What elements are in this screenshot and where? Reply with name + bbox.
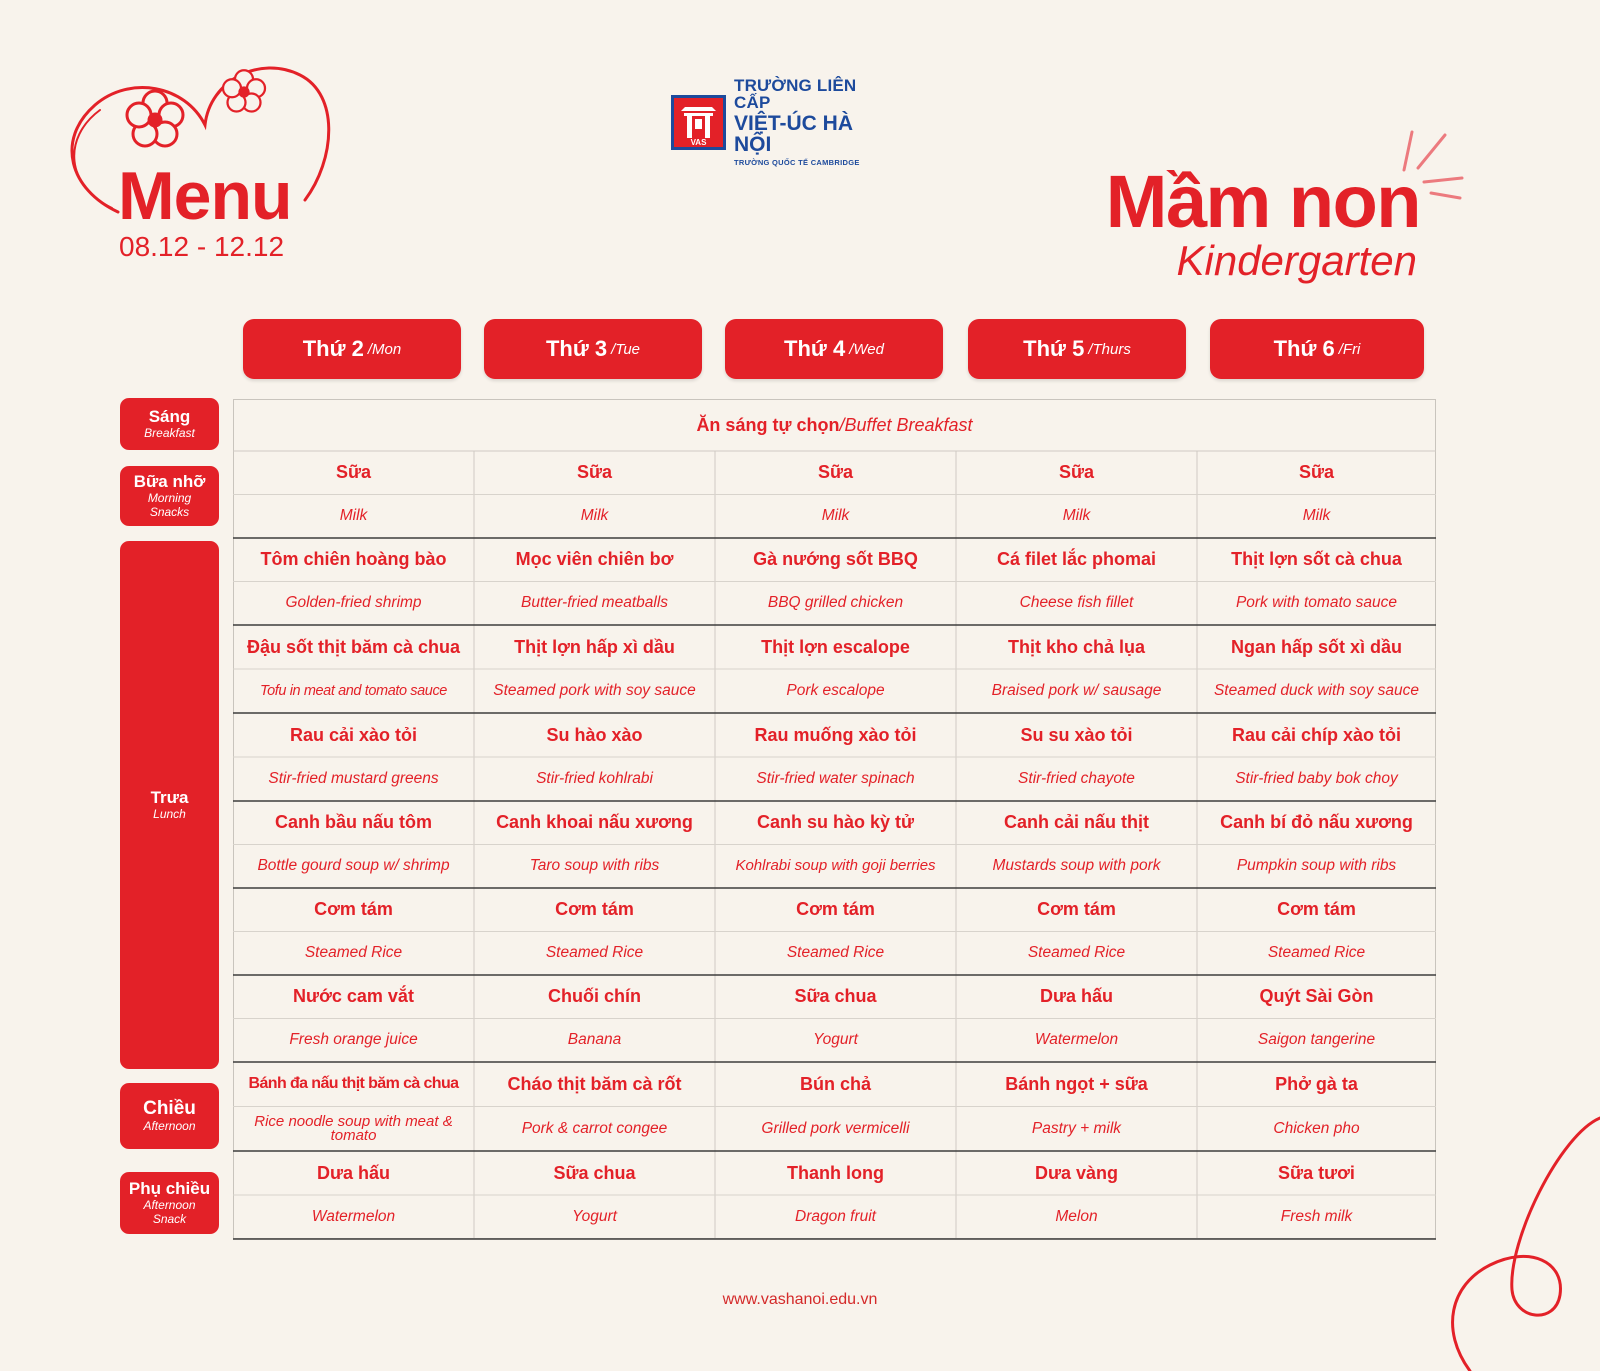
dish-translation-tue: Steamed Rice bbox=[545, 944, 644, 962]
dish-name-thu: Canh cải nấu thịt bbox=[1003, 812, 1149, 833]
day-header-fri: Thứ 6 /Fri bbox=[1210, 319, 1424, 379]
dish-name-wed: Canh su hào kỳ tử bbox=[756, 812, 915, 833]
flower-icon bbox=[223, 70, 265, 111]
dish-translation-mon: Milk bbox=[339, 507, 368, 525]
school-name-line2: VIỆT-ÚC HÀ NỘI bbox=[734, 112, 854, 157]
dish-translation-fri: Fresh milk bbox=[1280, 1208, 1353, 1225]
dish-name-mon: Nước cam vắt bbox=[293, 986, 414, 1007]
dish-name-thu: Dưa hấu bbox=[1039, 986, 1114, 1007]
dish-name-tue: Canh khoai nấu xương bbox=[496, 812, 693, 833]
dish-name-wed: Thịt lợn escalope bbox=[761, 636, 910, 657]
dish-translation-wed: Milk bbox=[821, 507, 850, 525]
dish-translation-fri: Pork with tomato sauce bbox=[1235, 594, 1398, 612]
dish-translation-fri: Pumpkin soup with ribs bbox=[1236, 857, 1397, 875]
dish-name-wed: Cơm tám bbox=[796, 899, 875, 920]
day-header-thu: Thứ 5 /Thurs bbox=[968, 319, 1186, 379]
dish-translation-mon: Watermelon bbox=[311, 1208, 396, 1225]
school-logo bbox=[671, 76, 881, 168]
level-subtitle: Kindergarten bbox=[1176, 237, 1417, 284]
dish-translation-tue: Yogurt bbox=[572, 1208, 617, 1225]
meal-label-lunch: Trưa Lunch bbox=[120, 541, 219, 1069]
dish-translation-mon: Rice noodle soup with meat & tomato bbox=[254, 1112, 453, 1144]
dish-name-thu: Dưa vàng bbox=[1034, 1162, 1119, 1183]
dish-name-thu: Sữa bbox=[1058, 462, 1095, 483]
swirl-doodle bbox=[1453, 1118, 1600, 1371]
flower-icon bbox=[127, 91, 183, 146]
dish-translation-wed: BBQ grilled chicken bbox=[767, 594, 904, 612]
dish-name-mon: Rau cải xào tỏi bbox=[289, 724, 418, 745]
dish-name-mon: Cơm tám bbox=[314, 899, 393, 920]
buffet-breakfast-cell bbox=[233, 399, 1436, 451]
dish-translation-wed: Stir-fried water spinach bbox=[756, 770, 915, 787]
dish-translation-wed: Dragon fruit bbox=[795, 1208, 876, 1225]
dish-translation-tue: Stir-fried kohlrabi bbox=[536, 770, 653, 787]
dish-translation-thu: Cheese fish fillet bbox=[1019, 594, 1134, 612]
dish-name-thu: Cơm tám bbox=[1037, 899, 1116, 920]
dish-name-tue: Sữa chua bbox=[553, 1162, 636, 1183]
dish-name-mon: Đậu sốt thịt băm cà chua bbox=[246, 636, 461, 657]
dish-name-fri: Canh bí đỏ nấu xương bbox=[1220, 812, 1413, 833]
svg-text:VAS: VAS bbox=[690, 137, 707, 147]
dish-name-wed: Gà nướng sốt BBQ bbox=[753, 549, 918, 570]
day-header-tue: Thứ 3 /Tue bbox=[484, 319, 702, 379]
dish-name-fri: Ngan hấp sốt xì dầu bbox=[1230, 636, 1403, 657]
day-header-wed: Thứ 4 /Wed bbox=[725, 319, 943, 379]
meal-label-morning-snack: Bữa nhỡ Morning Snacks bbox=[120, 466, 219, 526]
dish-name-mon: Bánh đa nấu thịt băm cà chua bbox=[248, 1075, 459, 1093]
dish-translation-mon: Golden-fried shrimp bbox=[285, 594, 422, 612]
dish-translation-wed: Yogurt bbox=[813, 1031, 858, 1049]
dish-translation-thu: Melon bbox=[1055, 1208, 1098, 1225]
day-header-mon: Thứ 2 /Mon bbox=[243, 319, 461, 379]
dish-name-fri: Cơm tám bbox=[1277, 899, 1356, 920]
dish-name-tue: Su hào xào bbox=[546, 724, 643, 745]
dish-name-fri: Sữa tươi bbox=[1278, 1162, 1355, 1183]
dish-translation-mon: Fresh orange juice bbox=[289, 1031, 418, 1049]
dish-translation-fri: Steamed Rice bbox=[1267, 944, 1366, 962]
dish-translation-thu: Watermelon bbox=[1034, 1031, 1119, 1049]
breakfast-vi: Ăn sáng tự chọn bbox=[696, 414, 840, 435]
dish-translation-thu: Pastry + milk bbox=[1031, 1119, 1122, 1137]
meal-label-afternoon-snack: Phụ chiều Afternoon Snack bbox=[120, 1172, 219, 1234]
breakfast-en: /Buffet Breakfast bbox=[839, 414, 973, 435]
school-name-line1: TRƯỜNG LIÊN CẤP bbox=[734, 76, 857, 113]
dish-translation-thu: Stir-fried chayote bbox=[1018, 770, 1135, 787]
dish-name-fri: Phở gà ta bbox=[1275, 1073, 1358, 1094]
dish-name-fri: Sữa bbox=[1298, 462, 1335, 483]
dish-name-thu: Bánh ngọt + sữa bbox=[1005, 1073, 1148, 1094]
dish-translation-wed: Kohlrabi soup with goji berries bbox=[735, 857, 936, 875]
menu-title: Menu bbox=[118, 158, 292, 234]
dish-translation-thu: Mustards soup with pork bbox=[992, 857, 1161, 875]
dish-name-tue: Thịt lợn hấp xì dầu bbox=[514, 636, 675, 657]
level-title: Mầm non bbox=[1105, 160, 1420, 243]
dish-name-wed: Bún chả bbox=[799, 1073, 871, 1094]
dish-name-wed: Thanh long bbox=[787, 1162, 884, 1183]
dish-name-fri: Rau cải chíp xào tỏi bbox=[1231, 724, 1402, 745]
dish-translation-tue: Pork & carrot congee bbox=[521, 1119, 668, 1137]
dish-name-wed: Sữa chua bbox=[794, 986, 877, 1007]
dish-translation-fri: Stir-fried baby bok choy bbox=[1235, 770, 1398, 787]
dish-name-fri: Thịt lợn sốt cà chua bbox=[1231, 549, 1402, 570]
dish-translation-fri: Saigon tangerine bbox=[1257, 1031, 1376, 1049]
meal-label-afternoon: Chiều Afternoon bbox=[120, 1083, 219, 1149]
dish-name-thu: Su su xào tỏi bbox=[1020, 724, 1133, 745]
dish-translation-mon: Bottle gourd soup w/ shrimp bbox=[257, 857, 450, 875]
dish-translation-thu: Braised pork w/ sausage bbox=[991, 682, 1162, 699]
dish-name-thu: Thịt kho chả lụa bbox=[1007, 636, 1145, 657]
dish-translation-tue: Steamed pork with soy sauce bbox=[493, 682, 696, 699]
dish-translation-tue: Butter-fried meatballs bbox=[520, 594, 669, 612]
dish-translation-mon: Tofu in meat and tomato sauce bbox=[260, 683, 447, 699]
school-tagline: TRƯỜNG QUỐC TẾ CAMBRIDGE bbox=[734, 158, 860, 168]
date-range: 08.12 - 12.12 bbox=[119, 231, 285, 262]
dish-translation-tue: Milk bbox=[580, 507, 609, 525]
dish-translation-tue: Banana bbox=[567, 1031, 622, 1049]
meal-label-breakfast: Sáng Breakfast bbox=[120, 398, 219, 450]
dish-name-mon: Tôm chiên hoàng bào bbox=[260, 549, 447, 570]
dish-name-wed: Sữa bbox=[817, 462, 854, 483]
dish-translation-wed: Pork escalope bbox=[786, 682, 885, 699]
dish-translation-thu: Steamed Rice bbox=[1027, 944, 1126, 962]
dish-translation-wed: Steamed Rice bbox=[786, 944, 885, 962]
website-url: www.vashanoi.edu.vn bbox=[722, 1291, 878, 1308]
dish-name-mon: Dưa hấu bbox=[316, 1162, 391, 1183]
dish-name-mon: Sữa bbox=[335, 462, 372, 483]
dish-translation-mon: Stir-fried mustard greens bbox=[268, 770, 439, 787]
dish-name-fri: Quýt Sài Gòn bbox=[1259, 986, 1374, 1007]
dish-translation-fri: Steamed duck with soy sauce bbox=[1213, 682, 1420, 699]
dish-name-tue: Cháo thịt băm cà rốt bbox=[507, 1073, 682, 1094]
dish-name-thu: Cá filet lắc phomai bbox=[996, 549, 1157, 570]
school-crest-icon bbox=[671, 95, 726, 150]
dish-translation-fri: Milk bbox=[1302, 507, 1331, 525]
dish-translation-fri: Chicken pho bbox=[1273, 1119, 1360, 1137]
dish-name-tue: Mọc viên chiên bơ bbox=[515, 549, 674, 570]
dish-translation-thu: Milk bbox=[1062, 507, 1091, 525]
dish-name-wed: Rau muống xào tỏi bbox=[754, 724, 917, 745]
dish-name-tue: Cơm tám bbox=[555, 899, 634, 920]
dish-name-tue: Sữa bbox=[576, 462, 613, 483]
dish-name-mon: Canh bầu nấu tôm bbox=[275, 812, 432, 833]
dish-translation-tue: Taro soup with ribs bbox=[529, 857, 660, 875]
dish-translation-wed: Grilled pork vermicelli bbox=[761, 1119, 910, 1137]
dish-name-tue: Chuối chín bbox=[548, 986, 641, 1007]
dish-translation-mon: Steamed Rice bbox=[304, 944, 403, 962]
